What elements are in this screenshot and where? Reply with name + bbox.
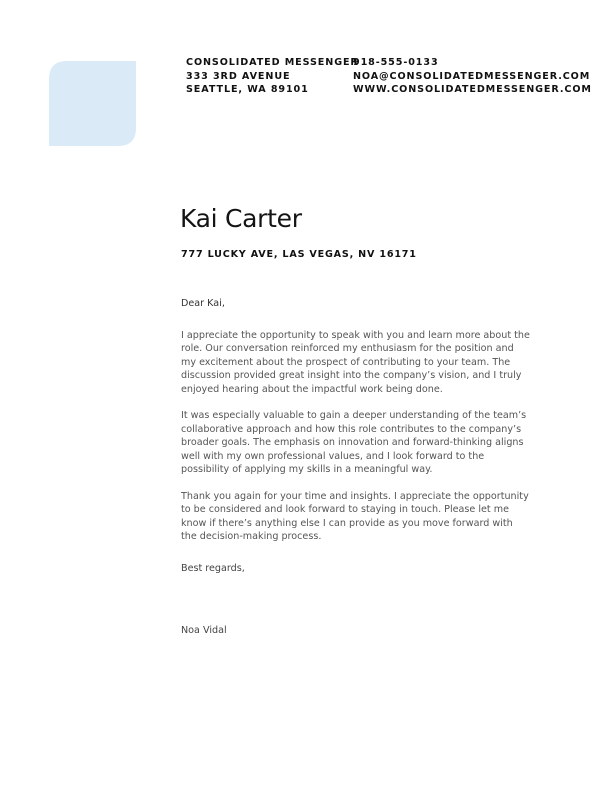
body-paragraph-2: It was especially valuable to gain a deeper understanding of the team’s collaborative approach and how this role contributes to the company’s broader goals. The emphasis on innovation and forward-thinking aligns well with my own professional values, and I look forward to the possibility of applying my skills in a meaningful way.: [181, 410, 527, 475]
recipient-address: 777 LUCKY AVE, LAS VEGAS, NV 16171: [181, 249, 417, 260]
sender-phone: 918-555-0133: [353, 57, 439, 68]
letter-body: [181, 297, 531, 638]
sender-city-state-zip: SEATTLE, WA 89101: [186, 84, 309, 95]
signature-name: Noa Vidal: [181, 625, 227, 636]
sender-street: 333 3RD AVENUE: [186, 70, 291, 82]
salutation: Dear Kai,: [181, 298, 225, 309]
body-paragraph-1: I appreciate the opportunity to speak with you and learn more about the role. Our conversation reinforced my enthusiasm for the position and my excitement about the prospect of contributing to your team. The discussion provided great insight into the company’s vision, and I truly enjoyed hearing about the impactful work being done.: [181, 329, 530, 395]
sender-address-block: [186, 56, 359, 97]
company-logo-shape: [49, 61, 136, 146]
logo-leaf-shape: [49, 61, 136, 146]
body-paragraph-3: Thank you again for your time and insights. I appreciate the opportunity to be considered and look forward to staying in touch. Please let me know if there’s anything else I can provide as you move forward with the decision-making process.: [181, 490, 529, 542]
sender-email: NOA@CONSOLIDATEDMESSENGER.COM: [353, 70, 591, 82]
sender-contact-block: [353, 56, 592, 97]
recipient-name: Kai Carter: [180, 204, 302, 233]
sender-company: CONSOLIDATED MESSENGER: [186, 57, 359, 68]
sender-website: WWW.CONSOLIDATEDMESSENGER.COM: [353, 84, 592, 95]
closing: Best regards,: [181, 562, 245, 574]
